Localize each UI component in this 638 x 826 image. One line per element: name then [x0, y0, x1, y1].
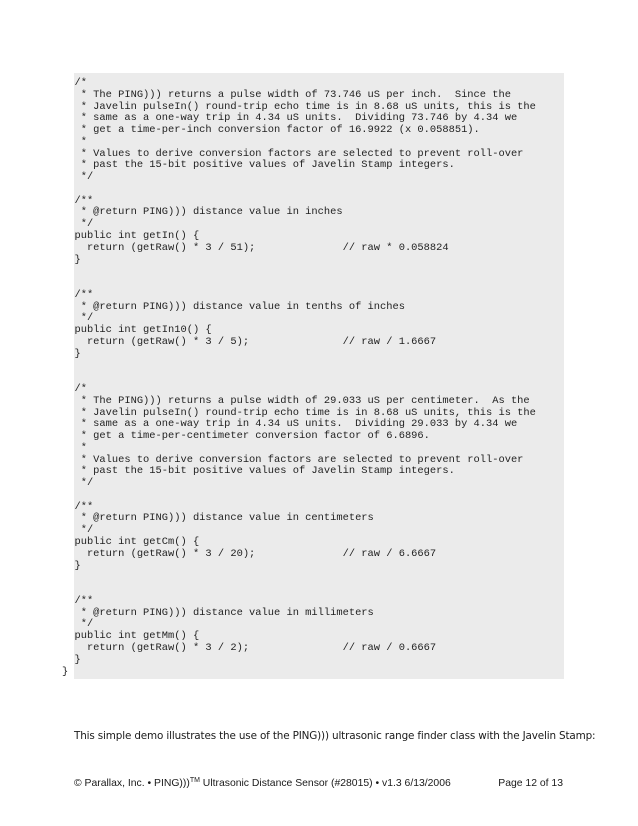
code-line: */: [62, 171, 94, 184]
code-line: /**: [62, 500, 94, 513]
code-line: }: [62, 253, 81, 266]
code-line: * The PING))) returns a pulse width of 73.746 uS per inch. Since the: [62, 88, 511, 101]
code-line: */: [62, 218, 94, 231]
code-line: return (getRaw() * 3 / 5); // raw / 1.6667: [62, 335, 437, 348]
code-line: /*: [62, 383, 87, 396]
code-line: /**: [62, 288, 94, 301]
code-line: * @return PING))) distance value in inches: [62, 206, 343, 219]
code-line: * The PING))) returns a pulse width of 29.033 uS per centimeter. As the: [62, 394, 530, 407]
footer-copyright: © Parallax, Inc. • PING))): [74, 778, 190, 789]
code-line: * past the 15-bit positive values of Javelin Stamp integers.: [62, 465, 455, 478]
code-line: public int getIn10() {: [62, 324, 212, 337]
code-line: public int getCm() {: [62, 536, 200, 549]
code-listing: [62, 73, 564, 679]
code-line: * get a time-per-inch conversion factor of 16.9922 (x 0.058851).: [62, 124, 480, 137]
code-line: *: [62, 135, 87, 148]
demo-intro-paragraph: This simple demo illustrates the use of the PING))) ultrasonic range finder class with the Javelin Stamp:: [74, 730, 596, 742]
code-line: return (getRaw() * 3 / 51); // raw * 0.058824: [62, 241, 449, 254]
code-line: */: [62, 312, 94, 325]
code-line: * Javelin pulseIn() round-trip echo time is in 8.68 uS units, this is the: [62, 406, 536, 419]
code-line: * Values to derive conversion factors are selected to prevent roll-over: [62, 453, 524, 466]
footer-trademark: TM: [189, 777, 200, 784]
code-line: */: [62, 618, 94, 631]
footer-product-info: Ultrasonic Distance Sensor (#28015) • v1.3 6/13/2006: [199, 778, 451, 789]
code-line: *: [62, 441, 87, 454]
page-number: Page 12 of 13: [498, 778, 563, 789]
code-line: public int getMm() {: [62, 630, 200, 643]
code-line: * @return PING))) distance value in tenths of inches: [62, 300, 405, 313]
code-line: }: [62, 653, 81, 666]
code-line: * Javelin pulseIn() round-trip echo time is in 8.68 uS units, this is the: [62, 100, 536, 113]
code-line: * same as a one-way trip in 4.34 uS units. Dividing 73.746 by 4.34 we: [62, 112, 518, 125]
code-line: * @return PING))) distance value in centimeters: [62, 512, 374, 525]
code-line: }: [62, 559, 81, 572]
code-line: */: [62, 477, 94, 490]
code-line: * same as a one-way trip in 4.34 uS units. Dividing 29.033 by 4.34 we: [62, 418, 518, 431]
code-line: public int getIn() {: [62, 230, 200, 242]
code-line: return (getRaw() * 3 / 20); // raw / 6.6667: [62, 547, 437, 560]
code-line: * Values to derive conversion factors are selected to prevent roll-over: [62, 147, 524, 160]
code-line: * get a time-per-centimeter conversion factor of 6.6896.: [62, 430, 430, 443]
code-line: }: [62, 665, 69, 678]
code-line: /*: [62, 77, 87, 89]
page-footer-left: [74, 777, 451, 791]
code-line: * past the 15-bit positive values of Javelin Stamp integers.: [62, 159, 455, 172]
code-line: return (getRaw() * 3 / 2); // raw / 0.6667: [62, 641, 437, 654]
code-line: /**: [62, 194, 94, 207]
code-line: * @return PING))) distance value in millimeters: [62, 606, 374, 619]
code-line: }: [62, 347, 81, 360]
code-line: */: [62, 524, 94, 537]
code-line: /**: [62, 594, 94, 607]
